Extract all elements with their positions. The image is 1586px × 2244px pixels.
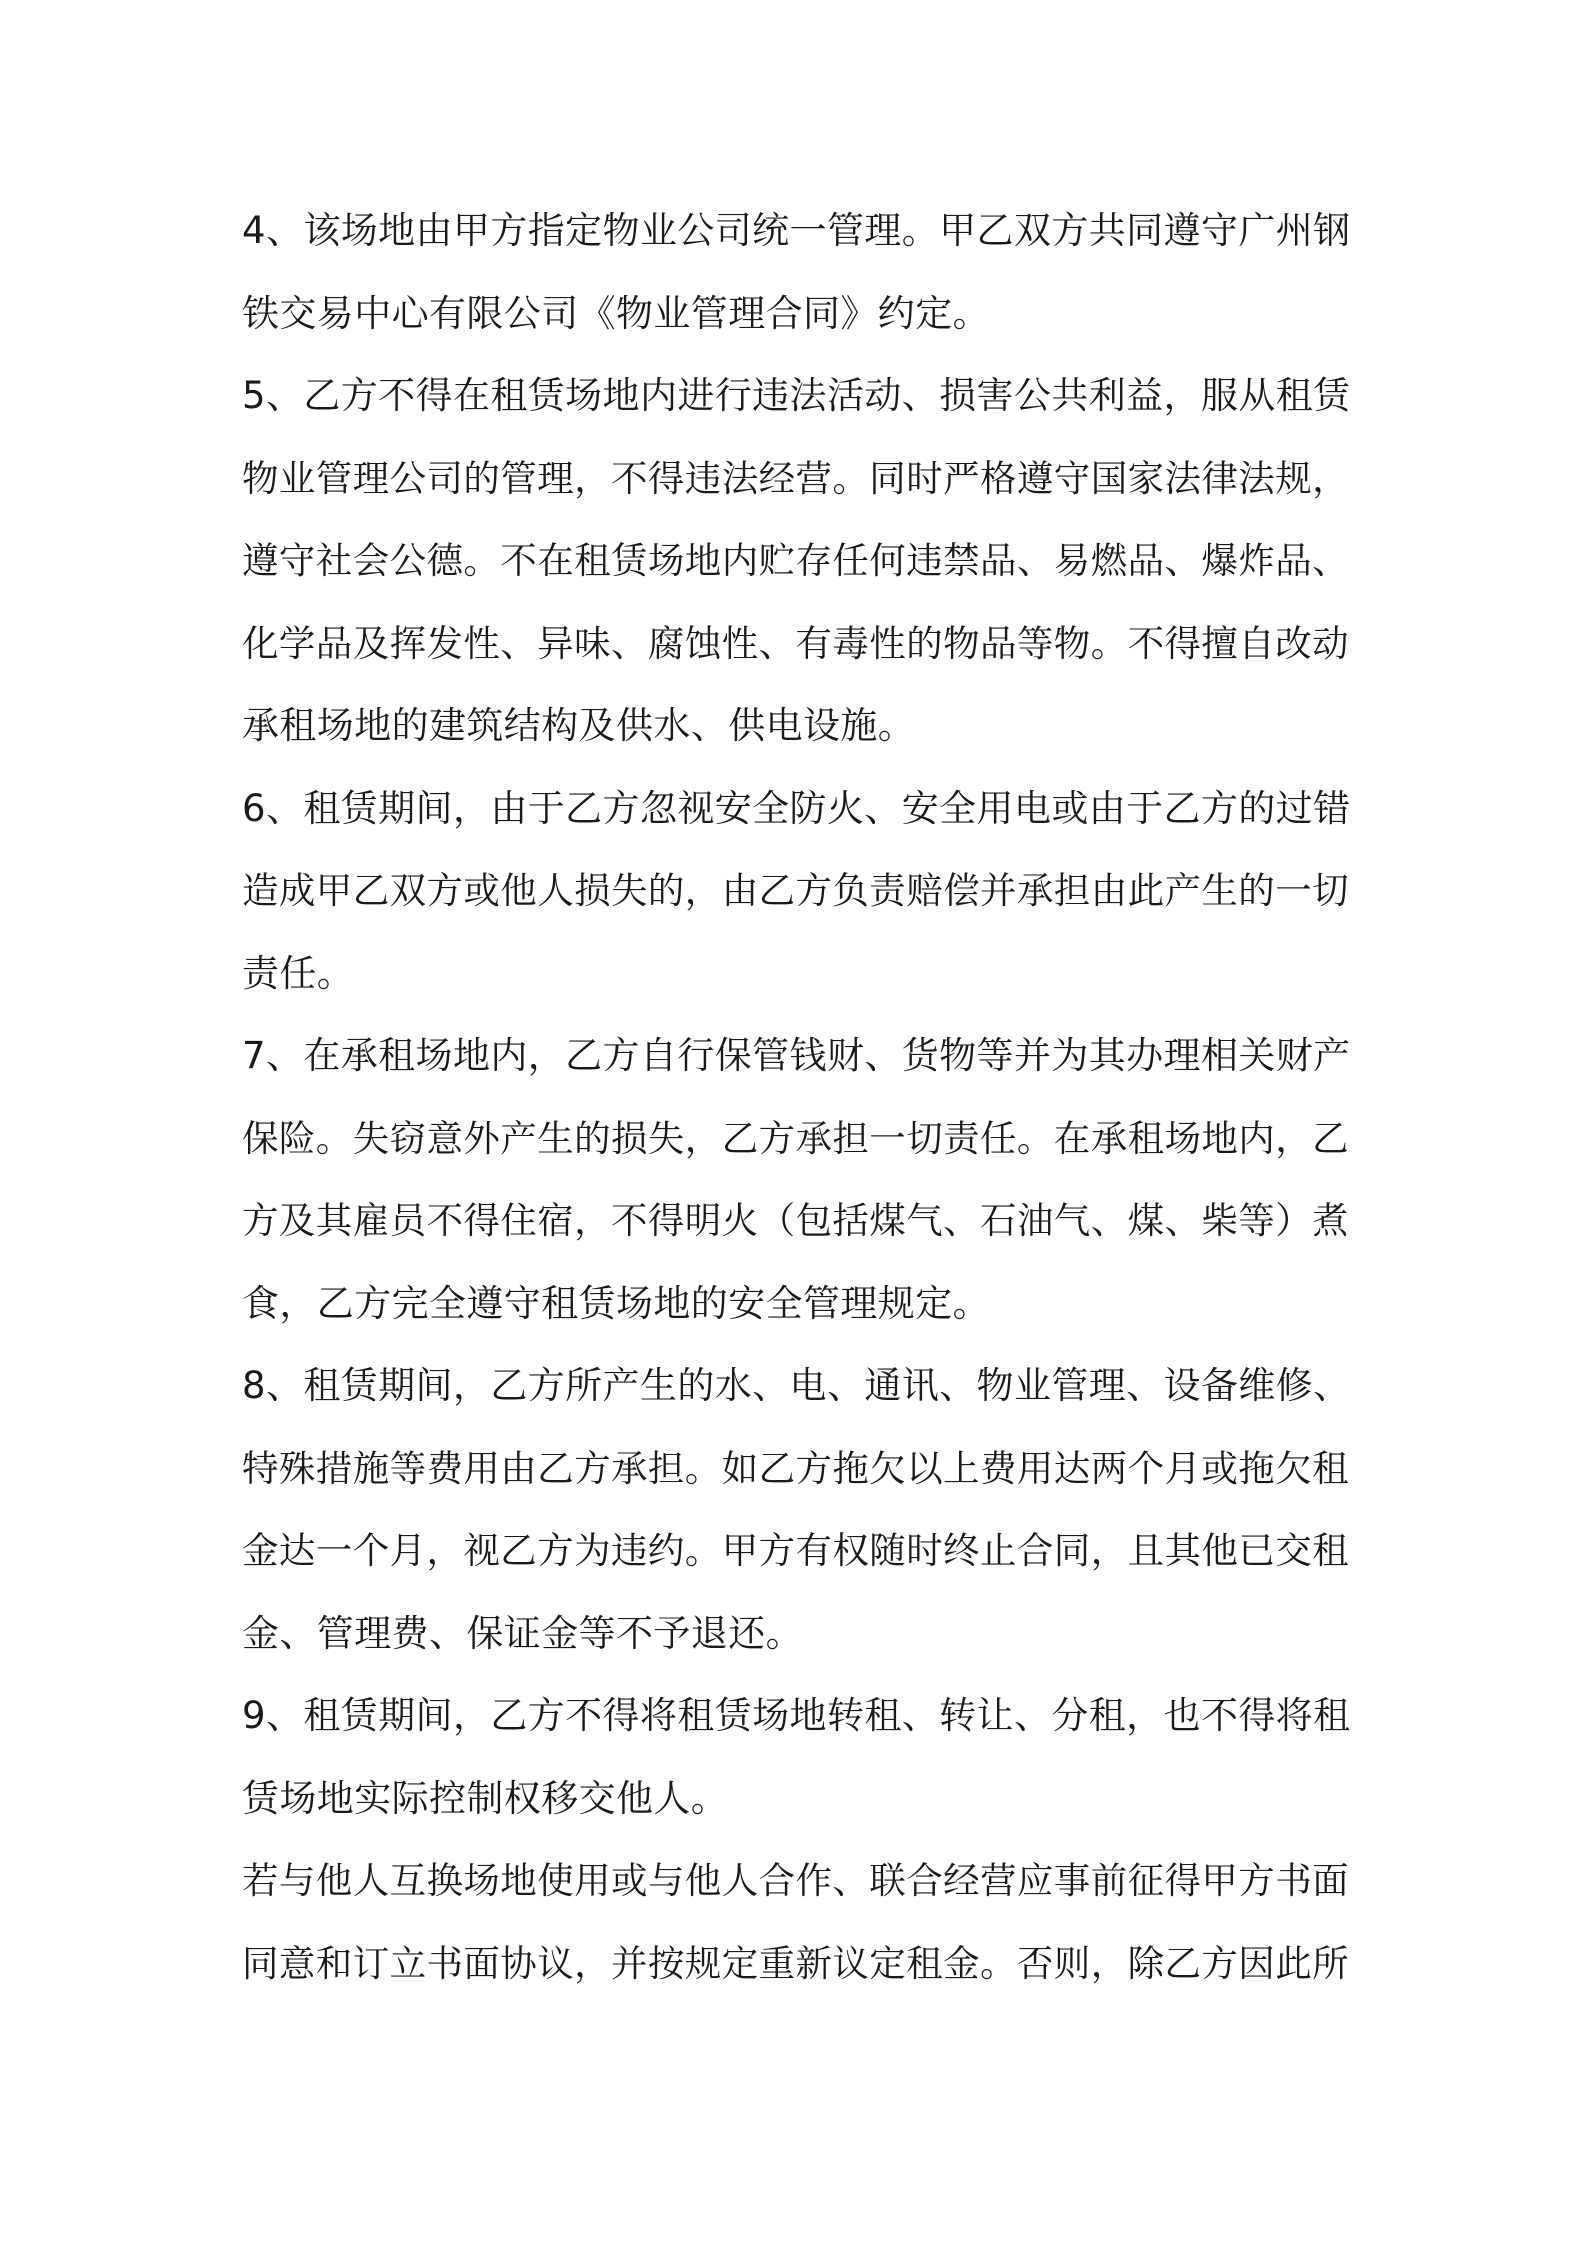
text-line: 铁交易中心有限公司《物业管理合同》约定。: [242, 291, 990, 335]
clause-5: [242, 355, 1362, 768]
text-line: 保险。失窃意外产生的损失，乙方承担一切责任。在承租场地内，乙: [242, 1116, 1349, 1160]
text-line: 金、管理费、保证金等不予退还。: [242, 1611, 803, 1655]
text-line: 金达一个月，视乙方为违约。甲方有权随时终止合同，且其他已交租: [242, 1529, 1349, 1572]
text-line: 方及其雇员不得住宿，不得明火（包括煤气、石油气、煤、柴等）煮: [242, 1199, 1349, 1242]
text-line: 若与他人互换场地使用或与他人合作、联合经营应事前征得甲方书面: [242, 1859, 1349, 1902]
clause-9: [242, 1675, 1362, 1840]
text-line: 4、该场地由甲方指定物业公司统一管理。甲乙双方共同遵守广州钢: [242, 209, 1351, 252]
clause-7: [242, 1015, 1362, 1345]
text-line: 承租场地的建筑结构及供水、供电设施。: [242, 704, 916, 747]
clause-6: [242, 768, 1362, 1016]
text-line: 责任。: [242, 951, 355, 995]
text-line: 化学品及挥发性、异味、腐蚀性、有毒性的物品等物。不得擅自改动: [242, 621, 1349, 665]
text-line: 遵守社会公德。不在租赁场地内贮存任何违禁品、易燃品、爆炸品、: [242, 539, 1349, 582]
text-line: 造成甲乙双方或他人损失的，由乙方负责赔偿并承担由此产生的一切: [242, 869, 1349, 912]
text-line: 赁场地实际控制权移交他人。: [242, 1776, 729, 1820]
text-line: 物业管理公司的管理，不得违法经营。同时严格遵守国家法律法规，: [242, 456, 1349, 500]
text-line: 8、租赁期间，乙方所产生的水、电、通讯、物业管理、设备维修、: [242, 1364, 1351, 1407]
text-line: 6、租赁期间，由于乙方忽视安全防火、安全用电或由于乙方的过错: [242, 786, 1351, 830]
clause-4: [242, 190, 1362, 355]
text-line: 7、在承租场地内，乙方自行保管钱财、货物等并为其办理相关财产: [242, 1034, 1351, 1077]
text-line: 同意和订立书面协议，并按规定重新议定租金。否则，除乙方因此所: [242, 1941, 1349, 1985]
text-line: 5、乙方不得在租赁场地内进行违法活动、损害公共利益，服从租赁: [242, 374, 1351, 417]
clause-9-continuation: [242, 1840, 1362, 2005]
clause-8: [242, 1345, 1362, 1675]
text-line: 食，乙方完全遵守租赁场地的安全管理规定。: [242, 1281, 990, 1325]
text-line: 特殊措施等费用由乙方承担。如乙方拖欠以上费用达两个月或拖欠租: [242, 1446, 1349, 1490]
document-body: [242, 190, 1362, 2005]
text-line: 9、租赁期间，乙方不得将租赁场地转租、转让、分租，也不得将租: [242, 1694, 1351, 1737]
